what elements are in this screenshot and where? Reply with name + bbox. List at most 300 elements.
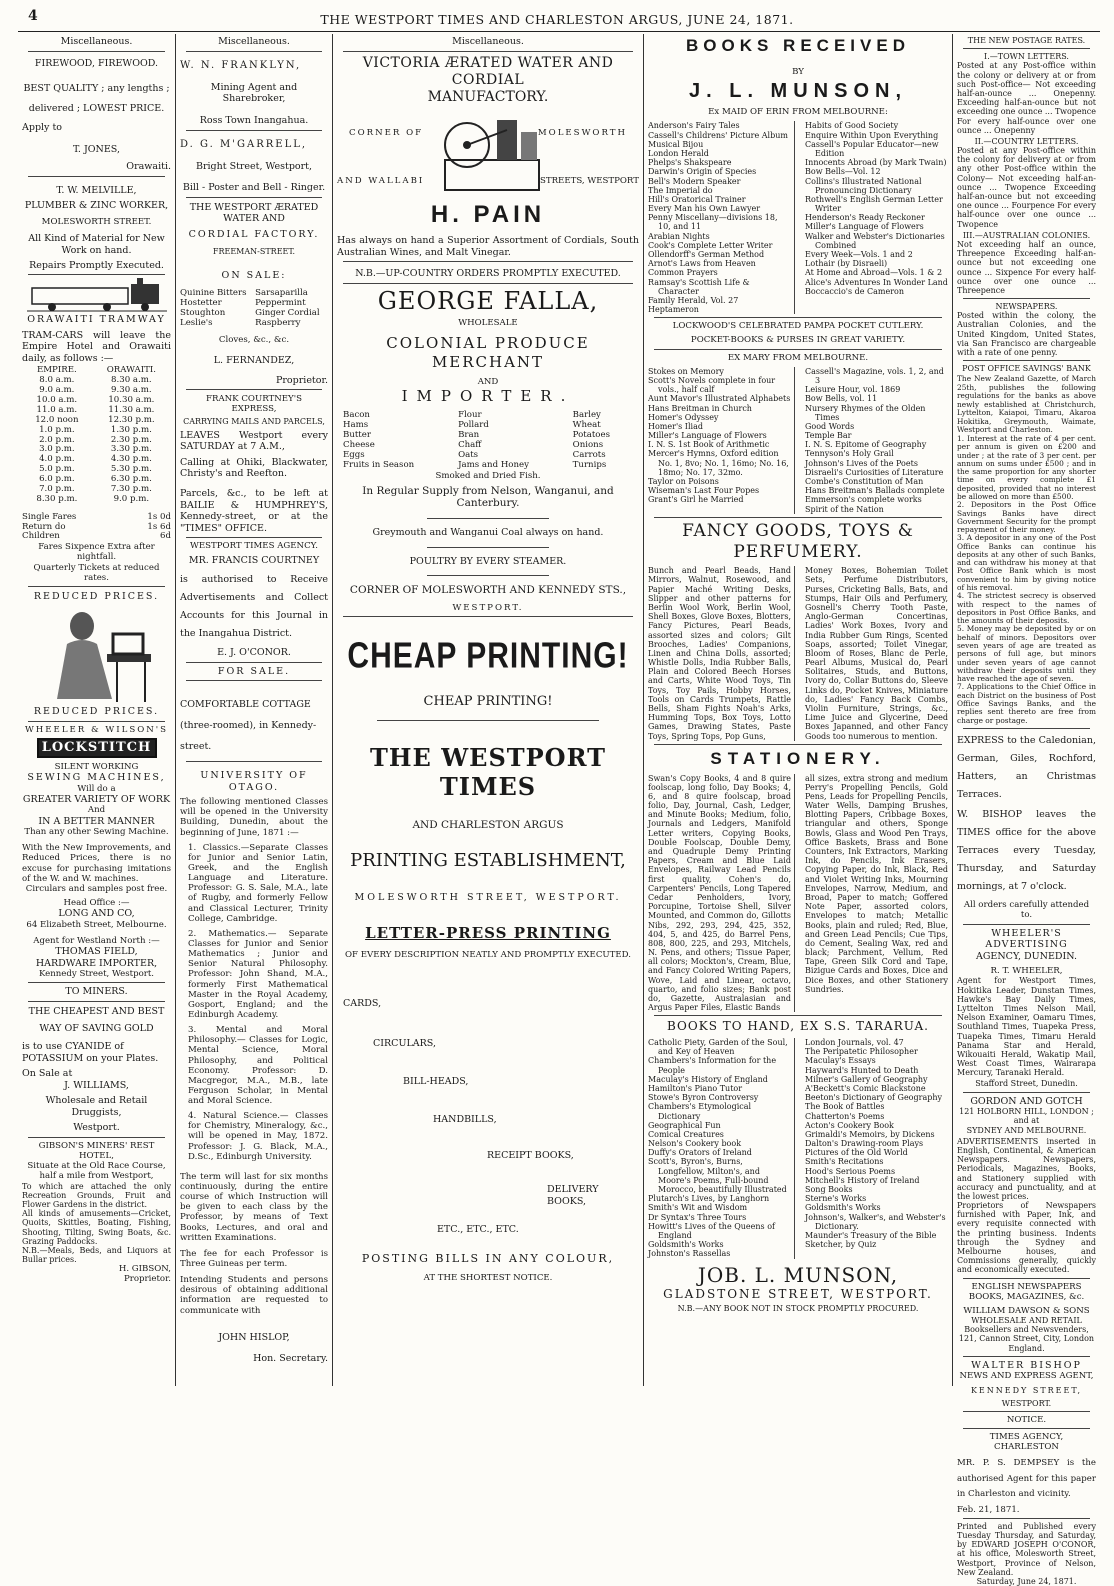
book-item: Bow Bells—Vol. 12 [805,167,881,177]
page-number: 4 [28,8,38,24]
list-item: 4. Natural Science.— Classes for Chemistry, Mineralogy, &c., will be opened in May, 1872. Professor: J. G. Black, M.A., D.Sc., Edinburgh University. [188,1111,328,1162]
ad-text: Wholesale and Retail Druggists, [45,1095,148,1118]
ad-name: LONG AND CO, [58,908,135,920]
ad-melville [22,185,171,271]
table-cell: 3.30 p.m. [110,444,152,455]
book-item: Johnston's Rassellas [648,1249,731,1259]
list-item: 1. Interest at the rate of 4 per cent. per annum is given on £200 and under ; at the rate of 3 per cent. per annum on sums under £500 ; and in the same proportion for any shorter time on every complete £1 deposited, provided that no interest be allowed on more than £500. [957,433,1096,501]
divider [186,389,322,390]
table-cell: 12.30 p.m. [108,414,155,425]
ad-subtitle: ON SALE: [221,269,287,281]
list-item: 7. Applications to the Chief Office in each District on the business of Post Office Savings Banks, and the replies sent thereto are free from charge or postage. [957,682,1096,725]
ad-address: Kennedy Street, Westport. [38,969,155,980]
postage-text: Posted within the colony, the Australian Colonies, and the United Kingdom, United States, via San Francisco are chargeable with a rate of one penny. [957,311,1096,357]
column-1 [18,36,175,1386]
ad-address: GLADSTONE STREET, WESTPORT. [663,1286,933,1301]
divider [186,761,322,762]
ad-text: Repairs Promptly Executed. [29,259,164,271]
divider [963,924,1090,925]
ad-text: N.B.—Meals, Beds, and Liquors at Bullar prices. [22,1245,171,1265]
ad-text: GREATER VARIETY OF WORK [22,793,171,805]
column-4 [644,36,952,1386]
divider [427,575,549,576]
section-title: STATIONERY. [710,748,886,768]
ad-text: BEST QUALITY ; any lengths ; [23,83,170,95]
books-list-tararua [648,1038,948,1259]
ad-title: ENGLISH NEWSPAPERS [971,1281,1082,1292]
ad-text: HARDWARE IMPORTER, [35,957,158,969]
ad-subtitle: CARRYING MAILS AND PARCELS, [183,417,325,427]
ad-courtney-express [180,394,328,534]
table-cell: 10.30 a.m. [108,395,155,406]
book-item: Cook's Complete Letter Writer [648,240,773,250]
ad-text: In Regular Supply from Nelson, Wanganui, and Canterbury. [362,484,614,510]
book-item: Ramsay's Scottish Life & Character [648,277,750,296]
ad-text: WHOLESALE [458,318,518,329]
book-item: Stowe's Byron Controversy [648,1093,759,1103]
book-item: Boccaccio's de Cameron [805,286,905,296]
ad-text: Situate at the Old Race Course, half a mile from Westport, [27,1161,166,1182]
book-item: Goldsmith's Works [805,1203,881,1213]
section-title: FANCY GOODS, TOYS & PERFUMERY. [682,520,914,562]
book-item: Plutarch's Lives, by Langhorn [648,1194,770,1204]
divider [654,744,942,745]
savings-text: The New Zealand Gazette, of March 25th, publishes the following regulations for the banks as above newly established at Christchurch, Lyttelton, Kaiapoi, Timaru, Akaroa Hokitika, Greymouth, Waimate, Westport and Charleston. [957,374,1096,435]
ad-text: Head Office :— [63,897,130,908]
table-cell: 1s 0d [147,511,171,522]
divider [28,586,165,587]
section-heading: THE NEW POSTAGE RATES. [967,36,1086,45]
divider [963,1356,1090,1357]
ad-title: UNIVERSITY OF OTAGO. [200,769,308,793]
ad-name: WILLIAM DAWSON & SONS [963,1305,1090,1316]
book-item: Chambers's Information for the People [648,1056,777,1075]
stationery-text [648,774,948,1013]
table-cell: Raspberry [255,317,301,328]
ad-title: D. G. M'GARRELL, [180,138,308,150]
table-cell: 4.30 p.m. [110,454,152,465]
ad-text: N.B.—ANY BOOK NOT IN STOCK PROMPTLY PROCURED. [677,1303,919,1313]
divider [28,721,165,722]
ad-title: THE WESTPORT ÆRATED [189,201,319,213]
cordials-list [180,289,328,329]
book-item: The Book of Battles [805,1102,885,1112]
book-item: Maunder's Treasury of the Bible [805,1230,937,1240]
ad-title: W. N. FRANKLYN, [180,59,302,71]
book-item: Maculay's Essays [805,1056,876,1066]
ad-text: LEAVES Westport every SATURDAY at 7 A.M., [180,429,328,453]
book-item: A'Beckett's Comic Blackstone [805,1083,926,1093]
book-item: Nelson's Cookery book [648,1139,742,1149]
stationery-left: Swan's Copy Books, 4 and 8 quire foolscap, long folio, Day Books; 4, 6, and 8 quire foolscap, broad folio, Day, Journal, Cash, Ledger, and Minute Books; Medium, folio, Journals and Ledgers, Manifold Letter writers, Copying Books, Double Foolscap, Double Demy, and Quadruple Demy Printing Papers, Cream and Blue Laid Envelopes, Railway Lead Pencils first quality, Cohen's do, Carpenters' Pencils, Long Tapered Cedar Penholders, Ivory, Porcupine, Tortoise Shell, Silver Mounted, and Common do, Gillotts Nibs, 292, 293, 294, 425, 352, 404, 5, and 425, do Barrel Pens, 808, 800, 225, and 293, Mitchels, N. Pens, and others; Tissue Paper, all colors; Mockton's, Cream, Blue, and Fancy Colored Writing Papers, Wove, Laid and Linear, octavo, quarto, and folio sizes; Bank post do, Gazette, Australasian and Argus Paper Files, Elastic Bands [648,774,795,1013]
book-item: Stokes on Memory [648,366,724,376]
imprint-date: Saturday, June 24, 1871. [976,1576,1077,1586]
divider [343,51,633,52]
book-item: Taylor on Poisons [648,477,719,487]
ad-tramway [22,314,171,583]
table-cell: Hams [343,420,369,431]
table-cell: 11.0 a.m. [36,404,78,415]
sewing-woman-illustration [37,604,157,704]
book-item: Emmerson's complete works [805,495,922,505]
divider [654,1015,942,1016]
table-cell: Ginger Cordial [255,308,320,319]
book-item: Scott's Novels complete in four vols., half calf [648,375,776,395]
ad-text: Than any other Sewing Machine. [24,827,169,838]
book-item: Hayward's Hunted to Death [805,1065,919,1075]
ad-text: Greymouth and Wanganui Coal always on hand. [372,527,604,539]
ad-address: FREEMAN-STREET. [212,246,296,256]
book-item: Phelps's Shakspeare [648,158,732,168]
book-item: Aunt Mavor's Illustrated Alphabets [648,394,791,404]
list-item: 3. A depositor in any one of the Post Office Banks can continue his deposits at any other of such Banks, and can withdraw his money at that Post Office Bank which is most convenient to him by giving notice of his removal. [957,533,1096,593]
book-item: At Home and Abroad—Vols. 1 & 2 [805,268,943,278]
table-cell: 3.0 p.m. [39,444,75,455]
ad-franklyn [180,60,328,127]
ad-name: J. WILLIAMS, [64,1079,129,1091]
ad-subtitle: PLUMBER & ZINC WORKER, [24,199,169,211]
table-cell: Oats [458,449,479,460]
ad-firewood [22,58,171,173]
ad-title: FIREWOOD, FIREWOOD. [34,57,159,69]
table-cell: Stoughton [180,308,226,319]
divider [28,1137,165,1138]
divider [654,349,942,350]
ad-text: Quarterly Tickets at reduced rates. [33,562,160,583]
table-header: EMPIRE. [36,365,77,376]
book-item: The Imperial do [648,185,713,195]
books-list-a [648,121,948,314]
book-item: Smith's Recitations [805,1157,884,1167]
ad-text: MOLESWORTH [537,127,627,138]
ad-text: The term will last for six months continuously, during the entire course of which Instruction will be given to each class by the Professor, by means of Text Books, Lectures, and oral and written Examinations. [180,1171,328,1243]
ad-text: is authorised to Receive Advertisements and Collect Accounts for this Journal in the Inangahua District. [180,573,328,640]
ad-name: J. L. MUNSON, [688,79,907,102]
printing-item: DELIVERY BOOKS, [547,1184,599,1207]
ad-text: is to use CYANIDE of POTASSIUM on your Plates. [22,1041,159,1064]
divider [963,298,1090,299]
book-item: Disraeli's Curiosities of Literature [805,467,944,477]
table-cell: Onions [572,439,604,450]
postage-subhead: NEWSPAPERS. [995,302,1058,312]
book-item: Milner's Gallery of Geography [805,1074,928,1084]
ad-title: T. W. MELVILLE, [56,185,137,197]
book-item: Family Herald, Vol. 27 [648,295,739,305]
column-3 [333,36,643,1386]
table-cell: Peppermint [255,298,306,309]
book-item: Hood's Serious Poems [805,1166,896,1176]
table-cell: 8.0 a.m. [39,375,75,386]
column-5 [953,36,1100,1586]
table-cell: Eggs [343,449,365,460]
divider [963,1411,1090,1412]
list-item: 5. Money may be deposited by or on behalf of minors. Depositors over seven years of age are treated as persons of full age, but minors under seven years of age cannot withdraw their deposits until they have reached the age of seven. [957,624,1096,684]
ad-text: POULTRY BY EVERY STEAMER. [409,555,567,567]
ad-text: Smoked and Dried Fish. [435,470,541,481]
ad-address: 121, Cannon Street, City, London England. [958,1334,1095,1353]
ad-name: JOHN HISLOP, [218,1331,290,1343]
table-cell: Leslie's [180,317,213,328]
postage-text: Not exceeding half an ounce, Threepence Exceeding half-an-ounce but not exceeding one ounce ... Sixpence For every half-ounce over one ounce ... Threepence [957,239,1096,295]
table-cell: Chaff [458,439,482,450]
ad-name: H. GIBSON, [118,1264,171,1275]
table-cell: 6d [160,531,171,542]
ad-text: Mining Agent and Sharebroker, [210,81,298,105]
ad-text: WAY OF SAVING GOLD [39,1023,154,1035]
ad-address: SYDNEY AND MELBOURNE. [966,1125,1087,1135]
divider [963,1278,1090,1279]
ad-title: ORAWAITI TRAMWAY [27,314,166,326]
ad-gibson-hotel [22,1141,171,1285]
ad-mgarrell [180,139,328,194]
book-item: London Journals, vol. 47 [805,1038,904,1048]
divider [963,1092,1090,1093]
produce-list [343,411,633,470]
ad-george-falla [337,287,639,614]
divider [963,360,1090,361]
divider [427,518,549,519]
printing-item: RECEIPT BOOKS, [487,1150,574,1162]
printing-items [337,972,639,1242]
book-item: Every Man his Own Lawyer [648,204,761,214]
book-item: Song Books [805,1185,853,1195]
divider [427,547,549,548]
book-item: Hill's Oratorical Trainer [648,194,746,204]
book-item: Bow Bells, vol. 11 [805,394,878,404]
book-item: Tennyson's Holy Grail [805,449,894,459]
table-cell: Butter [343,430,371,440]
ad-title: VICTORIA ÆRATED WATER AND CORDIAL [362,54,614,88]
divider [186,662,322,663]
book-item: Hans Breitman in Church [648,403,752,413]
divider [963,728,1090,729]
table-cell: 4.0 p.m. [39,454,75,465]
ad-name: L. FERNANDEZ, [213,354,295,366]
ad-title: REDUCED PRICES. [33,590,160,602]
table-cell: Barley [572,410,601,421]
ad-title: EXPRESS, [231,404,277,415]
divider [28,176,165,177]
book-item: Cassell's Magazine, vols. 1, 2, and 3 [805,366,944,385]
list-item: 3. Mental and Moral Philosophy.— Classes for Logic, Mental Science, Moral Philosophy, and Political Economy. Professor: D. Macgregor, M.A., M.B., late Ferguson Scholar, in Mental and Moral Science. [188,1025,328,1107]
book-item: Chatterton's Poems [805,1111,885,1121]
book-item: Collins's Illustrated National Pronouncing Dictionary [805,176,922,195]
book-item: Henderson's Ready Reckoner [805,213,925,223]
ad-text: With the New Improvements, and Reduced Prices, there is no excuse for purchasing imitations of the W. and W. machines. [22,843,171,884]
table-cell: 8.30 p.m. [36,493,78,504]
divider [963,1428,1090,1429]
list-item: 2. Mathematics.— Separate Classes for Junior and Senior Mathematics ; Junior and Senior Natural Philosophy. Professor: John Shand, M.A., formerly First Mathematical Master in the Royal Academy, Gosport, England; and the Edinburgh Academy. [188,928,328,1020]
table-cell: Cheese [343,439,375,450]
book-item: Dalton's Drawing-room Plays [805,1139,924,1149]
ad-text: Booksellers and Newsvenders, [964,1325,1089,1335]
stationery-right: all sizes, extra strong and medium Perry's Propelling Pencils, Gold Pens, Leads for Propelling Pencils, Water Wells, Damping Brushes, Blotting Papers, Cribbage Boxes, triangular and others, Sponge Bowls, Glass and Wood Pen Trays, Office Baskets, Brass and Bone Counters, Ink Extractors, Marking Ink, do Pencils, Ink Erasers, Copying Paper, do Ink, Black, Red and Violet Writing Inks, Mourning Envelopes, Narrow, Medium, and Broad, Paper to match; Goffered Note Paper, assorted colors, Envelopes to match; Metallic Books, plain and ruled; Red, Blue, and Green Lead Pencils; Cue Tips, do Cement, Sealing Wax, red and black; Parchment, Vellum, Red Tape, Green Silk Cord and Tape, Bizigue Cards and Boxes, Dice and Dice Boxes, and other Stationery Sundries. [805,773,948,994]
book-item: London Herald [648,148,709,158]
printing-item: CARDS, [343,998,382,1010]
book-item: Acton's Cookery Book [805,1120,894,1130]
ad-text: BY [792,66,804,77]
ad-text: All orders carefully attended to. [963,900,1090,921]
ad-aerated-water [180,202,328,386]
ad-text: Agent for Westland North :— [33,935,160,946]
printing-item: HANDBILLS, [433,1114,497,1126]
table-row [22,495,171,505]
list-item: 2. Depositors in the Post Office Savings Banks have direct Government Security for the prompt repayment of their money. [957,500,1096,535]
ad-text: On Sale at [22,1068,73,1080]
ad-text: Fares Sixpence Extra after nightfall. [38,542,155,563]
table-cell: Jams and Honey [458,459,529,470]
ad-subtitle: EX MARY FROM MELBOURNE. [727,352,869,363]
ad-text: TRAM-CARS will leave the Empire Hotel and Orawaiti daily, as follows :— [22,329,171,364]
divider [654,317,942,318]
book-item: Howitt's Lives of the Queens of England [648,1221,775,1240]
table-cell: 6.0 p.m. [39,474,75,485]
book-item: Ollendorff's German Method [648,250,765,260]
ad-text: Intending Students and persons desirous of obtaining additional information are requested to communicate with [180,1275,328,1316]
table-cell: 11.30 a.m. [108,404,155,415]
ad-address: Bright Street, Westport, [195,160,313,172]
table-cell: 2.0 p.m. [39,434,75,445]
divider [343,616,633,617]
book-item: Cassell's Childrens' Picture Album [648,130,788,140]
book-item: Good Words [805,421,855,431]
ad-name: THOMAS FIELD, [55,945,138,957]
table-cell: Hostetter [180,298,222,309]
ad-text: AND [477,376,499,387]
table-cell: 5.0 p.m. [39,464,75,475]
ad-text: SEWING MACHINES, [27,772,166,784]
postage-text: Posted at any Post-office within the colony or delivery at or from such Post-office— Not exceeding half-an-ounce ... Onepenny. Exceeding half-an-ounce but not exceeding one ounce ... Twopence For every half-ounce over one ounce ... Onepenny [957,61,1096,135]
header-rule [18,31,1100,32]
ad-university-otago [180,770,328,1365]
table-cell: 7.0 p.m. [39,483,75,494]
book-item: Walker and Webster's Dictionaries Combined [805,231,945,250]
machinery-illustration [437,110,547,194]
ad-text: POSTING BILLS IN ANY COLOUR, [361,1252,615,1266]
book-item: Mercer's Hymns, Oxford edition No. 1, 8vo; No. 1, 16mo; No. 16, 18mo; No. 17, 32mo. [648,449,789,477]
ad-address: 64 Elizabeth Street, Melbourne. [26,919,167,930]
ad-text: The following mentioned Classes will be opened in the University Building, Dunedin, about the beginning of June, 1871 :— [180,797,328,838]
book-item: Temple Bar [805,431,852,441]
ad-title: TIMES AGENCY, CHARLESTON [989,1432,1064,1453]
divider [963,48,1090,49]
divider [343,283,633,284]
ad-text: Calling at Ohiki, Blackwater, Christy's and Reefton. [180,456,328,480]
table-cell: Flour [458,410,482,421]
book-item: Arnot's Laws from Heaven [648,259,756,269]
ad-text: STREETS, WESTPORT [539,175,639,186]
ad-text: LOCKWOOD'S CELEBRATED PAMPA POCKET CUTLERY. [672,321,924,332]
savings-regulations [957,435,1096,725]
ad-title: MANUFACTORY. [427,88,549,105]
ad-address: MOLESWORTH STREET, WESTPORT. [354,892,622,904]
book-item: Sketcher, by Quiz [805,1240,877,1250]
book-item: Geographical Fun [648,1120,721,1130]
books-list-b [648,367,948,514]
ad-date: Feb. 21, 1871. [957,1504,1020,1515]
divider [186,197,322,198]
divider [186,680,322,681]
ad-title: FOR SALE. [217,665,291,677]
divider [186,537,322,538]
ad-text: AT THE SHORTEST NOTICE. [423,1273,553,1284]
book-item: Cassell's Popular Educator—new Edition [805,139,939,158]
ad-sewing-machines [22,591,171,979]
ad-name: E. J. O'CONOR. [217,647,291,659]
fancy-goods-left: Bunch and Pearl Beads, Hand Mirrors, Walnut, Rosewood, and Papier Maché Writing Desks, Slipper and other patterns for Berlin Wool Work, Berlin Wool, Shell Boxes, Glove Boxes, Blotters, Fancy Pictures, Pearl Beads, assorted sizes and colors; Gilt Brooches, Ladies' Companions, Linen and China Dolls, assorted; Whistle Dolls, India Rubber Balls, Plain and Colored Beech Horses and Carts, White Wood Toys, Tin Toys, Toy Pails, Hobby Horses, Tools on Cards Trumpets, Rattle Bells, Sham Fights Noah's Arks, Humming Tops, Box Toys, Lotto Games, Drawing States, Paste Toys, Spring Tops, Pop Guns, [648,566,795,741]
divider [343,261,633,262]
ad-title: WHEELER'S ADVERTISING [985,927,1068,951]
book-item: Duffy's Orators of Ireland [648,1148,752,1158]
ad-text: COMFORTABLE COTTAGE (three-roomed), in Kennedy-street. [180,699,317,753]
ad-name: R. T. WHEELER, [990,966,1063,977]
table-cell: Pollard [458,420,489,431]
printing-item: BILL-HEADS, [403,1076,469,1088]
book-item: Hans Breitman's Ballads complete [805,486,945,496]
factory-block [337,106,639,196]
table-cell: Carrots [572,449,606,460]
ad-address: Stafford Street, Dunedin. [975,1079,1078,1089]
table-cell: 1.30 p.m. [110,424,152,435]
book-item: Habits of Good Society [805,121,899,131]
ad-place: Orawaiti. [126,161,171,173]
section-heading: Miscellaneous. [218,36,290,47]
ad-title: NOTICE. [1006,1414,1047,1425]
book-item: Beeton's Dictionary of Geography [805,1093,942,1103]
table-cell: 1.0 p.m. [39,424,75,435]
ad-address: MOLESWORTH STREET. [41,217,152,228]
divider [963,1518,1090,1519]
book-item: Common Prayers [648,268,718,278]
book-item: Dr Syntax's Three Tours [648,1212,747,1222]
fares-table [22,513,171,543]
ad-text: CORNER OF [349,127,424,138]
book-item: The Peripatetic Philosopher [805,1047,918,1057]
ad-text: Has always on hand a Superior Assortment of Cordials, South Australian Wines, and Malt Vinegar. [337,235,639,258]
ad-title: CHEAP PRINTING! [347,636,629,677]
newspaper-name: THE WESTPORT TIMES [370,742,606,802]
book-item: Miller's Language of Flowers [805,222,924,232]
ad-text: AND CHARLESTON ARGUS [412,819,564,832]
section-heading: Miscellaneous. [60,36,133,47]
table-cell: 6.30 p.m. [110,474,152,485]
book-item: I. N. S. 1st Book of Arithmetic [648,440,770,450]
ad-title: TO MINERS. [65,986,128,998]
ad-text: Hon. Secretary. [253,1353,328,1365]
book-item: Arabian Nights [648,231,710,241]
ad-text: And [87,805,106,816]
table-cell: Quinine Bitters [180,288,247,299]
book-item: Wiseman's Last Four Popes [648,486,760,496]
list-item [180,319,328,329]
ad-text: SILENT WORKING [54,761,139,772]
book-item: Darwin's Origin of Species [648,167,757,177]
tram-timetable [22,366,171,504]
ad-text: Bill - Poster and Bell - Ringer. [182,182,326,194]
book-item: Alice's Adventures In Wonder Land [805,277,948,287]
book-item: Lothair (by Disraeli) [805,259,888,269]
ad-subtitle: Ex MAID OF ERIN FROM MELBOURNE: [708,107,888,118]
section-heading: Miscellaneous. [452,36,524,47]
ad-title: BOOKS, MAGAZINES, &c. [968,1291,1085,1302]
book-item: Hamilton's Piano Tutor [648,1083,743,1093]
ad-title: FRANK COURTNEY'S [206,394,302,405]
section-title: BOOKS TO HAND, EX S.S. TARARUA. [667,1019,929,1034]
ad-text: Proprietors of Newspapers furnished with Paper, Ink, and every requisite connected with the printing business. Indents through the Sydney and Melbourne houses, and Commissions generally, quickly and economically executed. [957,1201,1096,1275]
column-2 [176,36,332,1386]
ad-victoria-aerated [337,55,639,280]
ad-text: Circulars and samples post free. [25,883,168,894]
